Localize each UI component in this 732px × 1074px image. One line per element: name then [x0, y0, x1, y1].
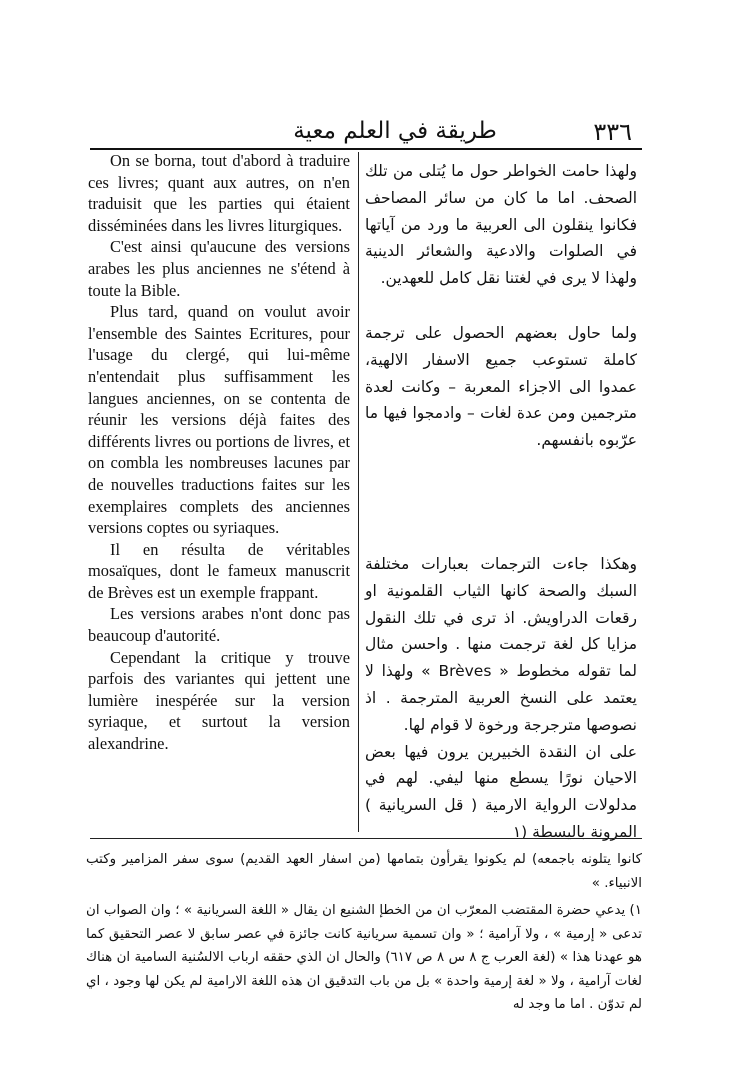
footnote: كانوا يتلونه باجمعه) لم يكونوا يقرأون بتمامها (من اسفار العهد القديم) سوى سفر المزامير وكتب الانبياء. » — [86, 852, 642, 891]
french-paragraph: Plus tard, quand on voulut avoir l'ensemble des Saintes Ecritures, pour l'usage du clergé, qui lui-même n'entendait plus suffisamment les langues anciennes, on se contenta de réunir les versions déjà faites des différents livres ou portions de livres, et on combla les nombreuses lacunes par de nouvelles traductions faites sur les exemplaires complets des anciennes versions coptes ou syriaques. — [88, 302, 350, 538]
arabic-paragraph: ولهذا حامت الخواطر حول ما يُتلى من تلك الصحف. اما ما كان من سائر المصاحف فكانوا ينقلون الى العربية ما ورد من آياتها في الصلوات والادعية والشعائر الدينية ولهذا لا يرى في لغتنا نقل كامل للعهدين. — [365, 162, 637, 288]
french-paragraph: Cependant la critique y trouve parfois des variantes qui jettent une lumière inespérée sur la version syriaque, et surtout la version alexandrine. — [88, 647, 350, 754]
french-paragraph: Il en résulta de véritables mosaïques, dont le fameux manuscrit de Brèves est un exemple frappant. — [88, 539, 350, 602]
footnote-rule — [90, 838, 642, 839]
french-paragraph: On se borna, tout d'abord à traduire ces livres; quant aux autres, on n'en traduisit que les parties qui étaient disséminées dans les livres liturgiques. — [88, 151, 350, 235]
french-column — [88, 150, 350, 755]
page-header — [90, 118, 640, 148]
arabic-paragraph: على ان النقدة الخبيرين يرون فيها بعض الاحيان نورًا يسطع منها ليفي. لهم في مدلولات الرواية الارمية ( قل السريانية ) المرونة باليسطة (١ — [365, 742, 637, 841]
french-paragraph: C'est ainsi qu'aucune des versions arabes les plus anciennes ne s'étend à toute la Bible. — [88, 237, 350, 300]
arabic-column — [365, 158, 637, 846]
footnotes — [86, 848, 642, 1017]
column-divider — [358, 152, 359, 832]
page-number: ٣٣٦ — [593, 118, 632, 146]
footnote: ١) يدعي حضرة المقتضب المعرّب ان من الخطإ الشنيع ان يقال « اللغة السريانية » ؛ وان الصواب ان تدعى « إرمية » ، ولا آرامية ؛ « وان تسمية سريانية كانت جائزة في عصر سابق لا عصر التحقيق كما هو عهدنا هذا » (لغة العرب ج ٨ س ٨ ص ٦١٧) والحال ان الذي حققه ارباب الالسُنية السامية ان هناك لغات آرامية ، ولا « لغة إرمية واحدة » بل من باب التدقيق ان هذه اللغة الارامية لم يكن لها وجود ، اي لم تدوّن . اما ما وجد له — [86, 903, 642, 1012]
arabic-paragraph: وهكذا جاءت الترجمات بعبارات مختلفة السبك والصحة كانها الثياب القلمونية او رقعات الدراويش. اذ ترى في تلك النقول مزايا كل لغة ترجمت منها . واحسن مثال لما تقوله مخطوط « Brèves » ولهذا لا يعتمد على النسخ العربية المترجمة . اذ نصوصها مترجرجة ورخوة لا قوام لها. — [365, 554, 637, 734]
running-title: طريقة في العلم معية — [293, 118, 497, 144]
french-paragraph: Les versions arabes n'ont donc pas beaucoup d'autorité. — [88, 604, 350, 646]
arabic-paragraph: ولما حاول بعضهم الحصول على ترجمة كاملة تستوعب جميع الاسفار الالهية، عمدوا الى الاجزاء المعربة – وكانت لعدة مترجمين ومن عدة لغات – وادمجوا فيها ما عرّبوه بانفسهم. — [365, 323, 637, 450]
